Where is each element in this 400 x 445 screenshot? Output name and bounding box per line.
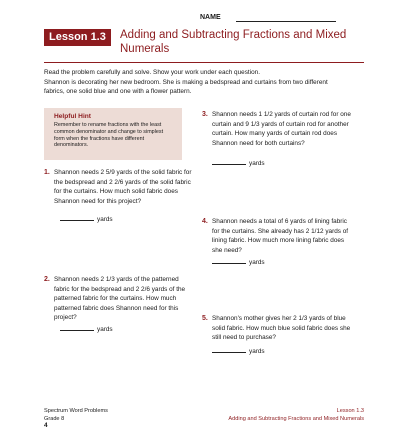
problem-text: Shannon needs 2 5/9 yards of the solid fabric for the bedspread and 2 2/6 yards of the solid fabric for the curtains. How much solid fabric does Shannon need for this project? xyxy=(54,169,192,205)
name-field[interactable] xyxy=(236,21,336,22)
hint-body: Remember to rename fractions with the least common denominator and change to simplest form when the fractions have different denominators. xyxy=(54,122,164,149)
lesson-badge: Lesson 1.3 xyxy=(44,29,111,46)
hint-title: Helpful Hint xyxy=(54,113,91,120)
footer-book-title: Spectrum Word Problems xyxy=(44,408,108,414)
answer-1[interactable] xyxy=(60,216,113,223)
problem-text: Shannon needs 1 1/2 yards of curtain rod for one curtain and 9 1/3 yards of curtain rod for another curtain. How many yards of curtain rod does Shannon need for both curtains? xyxy=(212,111,351,147)
title-divider xyxy=(44,62,364,63)
answer-unit: yards xyxy=(97,326,113,333)
problem-number: 3. xyxy=(202,111,208,118)
answer-2[interactable] xyxy=(60,326,113,333)
answer-unit: yards xyxy=(249,160,265,167)
problem-text: Shannon's mother gives her 2 1/3 yards of blue solid fabric. How much blue solid fabric does she still need to purchase? xyxy=(212,315,351,342)
answer-4[interactable] xyxy=(212,259,265,266)
problem-5 xyxy=(202,314,352,343)
answer-blank[interactable] xyxy=(212,263,246,264)
intro-paragraph: Shannon is decorating her new bedroom. She is making a bedspread and curtains from two different fabrics, one solid blue and one with a flower pattern. xyxy=(44,79,328,95)
answer-5[interactable] xyxy=(212,348,265,355)
footer-grade: Grade 8 xyxy=(44,415,65,422)
problem-1 xyxy=(44,168,192,206)
footer-left xyxy=(44,408,108,423)
problem-text: Shannon needs a total of 6 yards of lining fabric for the curtains. She already has 2 1/12 yards of lining fabric. How much more lining fabric does she need? xyxy=(212,218,349,254)
problem-2 xyxy=(44,275,192,323)
answer-unit: yards xyxy=(97,216,113,223)
name-label: NAME xyxy=(200,14,221,21)
problem-number: 5. xyxy=(202,315,208,322)
answer-blank[interactable] xyxy=(60,220,94,221)
answer-blank[interactable] xyxy=(60,330,94,331)
instructions: Read the problem carefully and solve. Show your work under each question. xyxy=(44,69,260,76)
footer-lesson: Lesson 1.3 xyxy=(336,408,364,414)
problem-number: 2. xyxy=(44,276,50,283)
problem-3 xyxy=(202,110,352,148)
answer-blank[interactable] xyxy=(212,352,246,353)
problem-4 xyxy=(202,217,352,255)
problem-number: 4. xyxy=(202,218,208,225)
footer-right xyxy=(228,408,364,423)
problem-number: 1. xyxy=(44,169,50,176)
helpful-hint-box xyxy=(44,108,182,160)
answer-unit: yards xyxy=(249,348,265,355)
answer-3[interactable] xyxy=(212,160,265,167)
footer-lesson-title: Adding and Subtracting Fractions and Mixed Numerals xyxy=(228,415,364,422)
answer-blank[interactable] xyxy=(212,164,246,165)
page-number: 4 xyxy=(44,422,48,429)
problem-text: Shannon needs 2 1/3 yards of the patterned fabric for the bedspread and 2 2/6 yards of the patterned fabric for the curtains. How much patterned fabric does Shannon need for this project? xyxy=(54,276,186,322)
answer-unit: yards xyxy=(249,259,265,266)
lesson-title: Adding and Subtracting Fractions and Mixed Numerals xyxy=(120,29,347,55)
